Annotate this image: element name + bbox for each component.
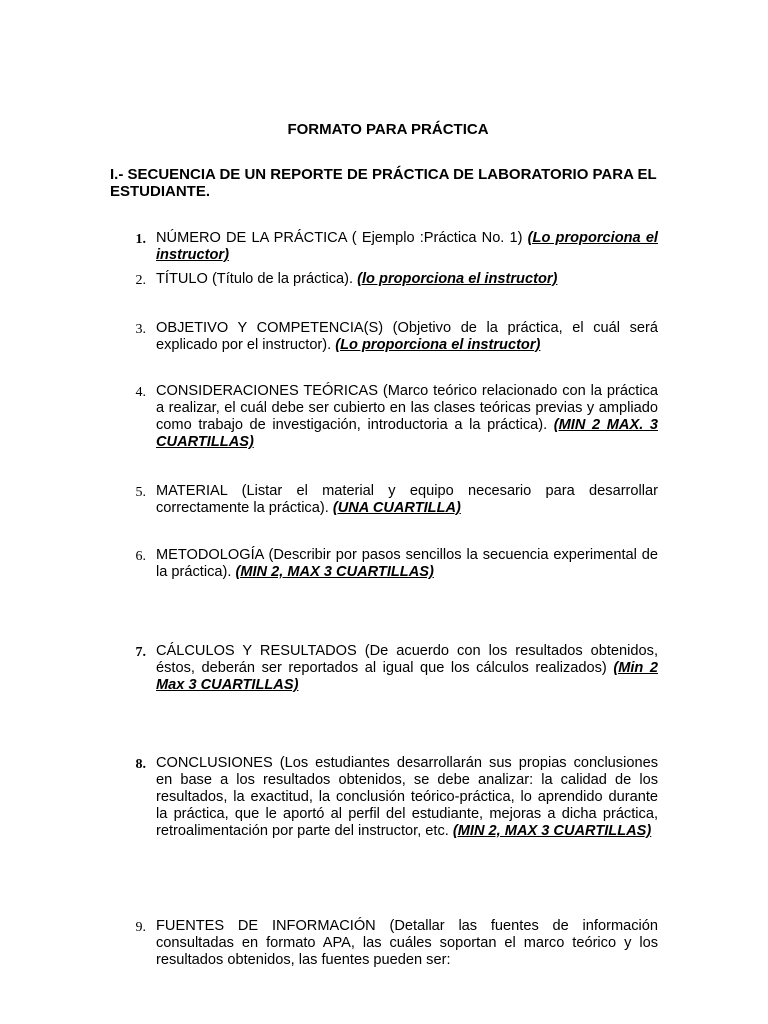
list-item-number: 5. — [135, 485, 146, 500]
list-item-content — [156, 547, 658, 581]
list-item-number: 3. — [135, 322, 146, 337]
list-item-content — [156, 383, 658, 451]
list-item — [110, 755, 658, 840]
list-item-text: CONSIDERACIONES TEÓRICAS (Marco teórico relacionado con la práctica a realizar, el cuál debe ser cubierto en las clases teóricas previas y ampliado como trabajo de investigación, introductoria a la práctica). — [156, 383, 658, 433]
list-item-text: FUENTES DE INFORMACIÓN (Detallar las fuentes de información consultadas en formato APA, las cuáles soportan el marco teórico y los resultados obtenidos, las fuentes pueden ser: — [156, 918, 658, 968]
list-item — [110, 918, 658, 969]
list-item-number: 7. — [135, 645, 146, 660]
list-item-text: CONCLUSIONES (Los estudiantes desarrollarán sus propias conclusiones en base a los resultados obtenidos, se debe analizar: la calidad de los resultados, la exactitud, la conclusión teórico-práctica, lo aprendido durante la práctica, que le aportó al perfil del estudiante, mejoras a dicha práctica, retroalimentación por parte del instructor, etc. — [156, 755, 658, 839]
list-item — [110, 483, 658, 517]
section-heading: I.- SECUENCIA DE UN REPORTE DE PRÁCTICA DE LABORATORIO PARA EL ESTUDIANTE. — [110, 166, 657, 200]
list-item-emphasis: (Min 2 Max 3 CUARTILLAS) — [156, 660, 658, 693]
list-item-content — [156, 320, 658, 354]
list-item-content — [156, 918, 658, 969]
list-item — [110, 643, 658, 694]
list-item-number: 8. — [135, 757, 146, 772]
list-item-emphasis: (lo proporciona el instructor) — [357, 271, 558, 287]
list-item — [110, 271, 658, 288]
list-item-content — [156, 271, 658, 288]
list-item-emphasis: (Lo proporciona el instructor) — [156, 230, 658, 263]
list-item — [110, 383, 658, 451]
list-item-number: 6. — [135, 549, 146, 564]
list-item-text: MATERIAL (Listar el material y equipo necesario para desarrollar correctamente la práctica). — [156, 483, 658, 516]
list-item-number: 1. — [135, 232, 146, 247]
list-item-content — [156, 230, 658, 264]
list-item-number: 9. — [135, 920, 146, 935]
list-item-content — [156, 755, 658, 840]
list-item-text: OBJETIVO Y COMPETENCIA(S) (Objetivo de la práctica, el cuál será explicado por el instructor). — [156, 320, 658, 353]
list-item — [110, 230, 658, 264]
list-item-number: 4. — [135, 385, 146, 400]
list-item-text: CÁLCULOS Y RESULTADOS (De acuerdo con los resultados obtenidos, éstos, deberán ser reportados al igual que los cálculos realizados) — [156, 643, 658, 676]
list-item-text: METODOLOGÍA (Describir por pasos sencillos la secuencia experimental de la práctica). — [156, 547, 658, 580]
list-item-emphasis: (MIN 2 MAX. 3 CUARTILLAS) — [156, 417, 658, 450]
list-item-emphasis: (UNA CUARTILLA) — [332, 500, 461, 516]
list-item-emphasis: (MIN 2, MAX 3 CUARTILLAS) — [235, 564, 434, 580]
list-item-text: NÚMERO DE LA PRÁCTICA ( Ejemplo :Práctica No. 1) — [156, 230, 528, 246]
list-item-text: TÍTULO (Título de la práctica). — [156, 271, 358, 287]
list-item — [110, 320, 658, 354]
list-item — [110, 547, 658, 581]
list-item-emphasis: (Lo proporciona el instructor) — [335, 337, 541, 353]
list-item-number: 2. — [135, 273, 146, 288]
list-item-emphasis: (MIN 2, MAX 3 CUARTILLAS) — [452, 823, 652, 839]
document-title: FORMATO PARA PRÁCTICA — [287, 121, 489, 138]
list-item-content — [156, 643, 658, 694]
list-item-content — [156, 483, 658, 517]
